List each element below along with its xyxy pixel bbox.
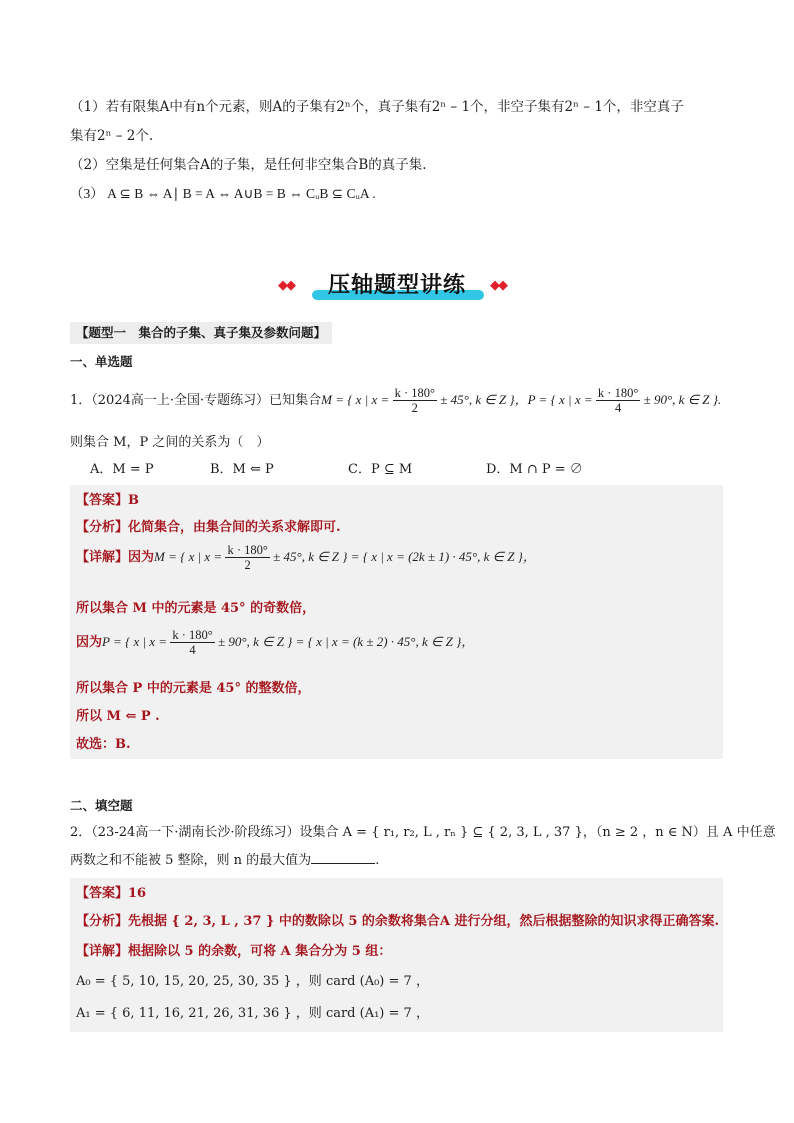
q1-detail-label-3: 因为 xyxy=(76,635,103,650)
q1-set-m: M = { x | x = xyxy=(321,392,393,407)
section-banner xyxy=(0,268,794,304)
q1-detail-line-5: 所以 M ⇐ P . xyxy=(76,709,160,724)
q1-detail-p-tail: ± 90°, k ∈ Z } = { x | x = (k ± 2) · 45°, k ∈ Z }， xyxy=(214,634,475,649)
q1-option-c[interactable]: C．P ⊆ M xyxy=(348,462,413,477)
intro-para-2: （2）空集是任何集合A的子集，是任何非空集合B的真子集. xyxy=(70,157,427,173)
q2-detail: 【详解】根据除以 5 的余数，可将 A 集合分为 5 组： xyxy=(76,944,392,959)
frac-numerator: k · 180° xyxy=(394,386,435,400)
q2-stem-end: . xyxy=(375,853,380,868)
frac-numerator: k · 180° xyxy=(597,386,639,400)
q1-option-b[interactable]: B．M ⇐ P xyxy=(210,462,274,477)
q1-detail-line-2: 所以集合 M 中的元素是 45° 的奇数倍， xyxy=(76,601,316,616)
q2-group-a0: A₀ = { 5, 10, 15, 20, 25, 30, 35 } ，则 card (A₀) = 7 ， xyxy=(76,974,429,989)
q2-analysis: 【分析】先根据 { 2, 3, L , 37 } 中的数除以 5 的余数将集合A 进行分组，然后根据整除的知识求得正确答案. xyxy=(76,914,720,929)
q1-detail-frac xyxy=(225,543,269,572)
q1-detail-frac-p xyxy=(170,628,214,657)
diamond-right-icon: ◆◆ xyxy=(490,278,506,293)
q1-detail-p: P = { x | x = xyxy=(102,634,171,649)
frac-denominator: 2 xyxy=(411,401,418,415)
q1-detail-label: 【详解】因为 xyxy=(76,550,155,565)
diamond-left-icon: ◆◆ xyxy=(278,278,294,293)
q1-stem xyxy=(70,386,724,415)
q1-set-p-tail: ± 90°, k ∈ Z }. xyxy=(640,392,722,407)
q1-detail-line-6: 故选：B. xyxy=(76,737,131,752)
heading-fill-blank: 二、填空题 xyxy=(70,798,133,813)
q1-detail-m: M = { x | x = xyxy=(154,549,226,564)
frac-denominator: 2 xyxy=(244,558,251,572)
section-tag: 【题型一 集合的子集、真子集及参数问题】 xyxy=(70,322,332,344)
q2-stem-b xyxy=(70,850,724,872)
q2-answer-panel xyxy=(70,878,723,1032)
q1-analysis: 【分析】化简集合，由集合间的关系求解即可. xyxy=(76,520,341,535)
q2-stem-text: 两数之和不能被 5 整除，则 n 的最大值为 xyxy=(70,853,312,868)
q1-option-d[interactable]: D．M ∩ P = ∅ xyxy=(486,462,583,477)
frac-numerator: k · 180° xyxy=(172,628,213,642)
heading-single-choice: 一、单选题 xyxy=(70,354,133,369)
q1-set-m-tail: ± 45°, k ∈ Z } xyxy=(436,392,515,407)
q2-answer-blank[interactable] xyxy=(311,851,375,864)
q1-frac-p xyxy=(596,386,640,415)
q2-group-a1: A₁ = { 6, 11, 16, 21, 26, 31, 36 } ，则 card (A₁) = 7 ， xyxy=(76,1006,429,1021)
q1-answer: 【答案】B xyxy=(76,493,139,508)
frac-numerator: k · 180° xyxy=(227,543,268,557)
q1-detail-line xyxy=(76,543,717,572)
q1-detail-line-3 xyxy=(76,628,717,657)
frac-denominator: 4 xyxy=(615,401,622,415)
intro-para-1: （1）若有限集A中有n个元素，则A的子集有2ⁿ个，真子集有2ⁿ – 1个，非空子集有2ⁿ – 1个，非空真子 xyxy=(70,99,684,115)
q1-stem-b: 则集合 M，P 之间的关系为（ ） xyxy=(70,435,270,450)
intro-para-1b: 集有2ⁿ – 2个. xyxy=(70,128,154,144)
q2-answer: 【答案】16 xyxy=(76,886,147,901)
frac-denominator: 4 xyxy=(189,643,196,657)
q1-answer-panel xyxy=(70,485,723,759)
q1-option-a[interactable]: A．M = P xyxy=(90,462,154,477)
q1-detail-m-tail: ± 45°, k ∈ Z } = { x | x = (2k ± 1) · 45°, k ∈ Z }， xyxy=(269,549,536,564)
q1-set-p: ，P = { x | x = xyxy=(514,392,596,407)
q1-frac-m xyxy=(393,386,437,415)
q2-stem-a: 2．（23-24高一下·湖南长沙·阶段练习）设集合 A = { r₁, r₂, L , rₙ } ⊆ { 2, 3, L , 37 }，（n ≥ 2 ，n ∈ N）且 A 中任意 xyxy=(70,825,776,840)
banner-title: 压轴题型讲练 xyxy=(327,273,466,298)
intro-para-3: （3） A ⊆ B ⇔ A∣ B = A ⇔ A∪B = B ⇔ CᵤB ⊆ CᵤA . xyxy=(70,186,376,201)
q1-stem-text: 1．（2024高一上·全国·专题练习）已知集合 xyxy=(70,393,322,408)
q1-detail-line-4: 所以集合 P 中的元素是 45° 的整数倍， xyxy=(76,681,311,696)
